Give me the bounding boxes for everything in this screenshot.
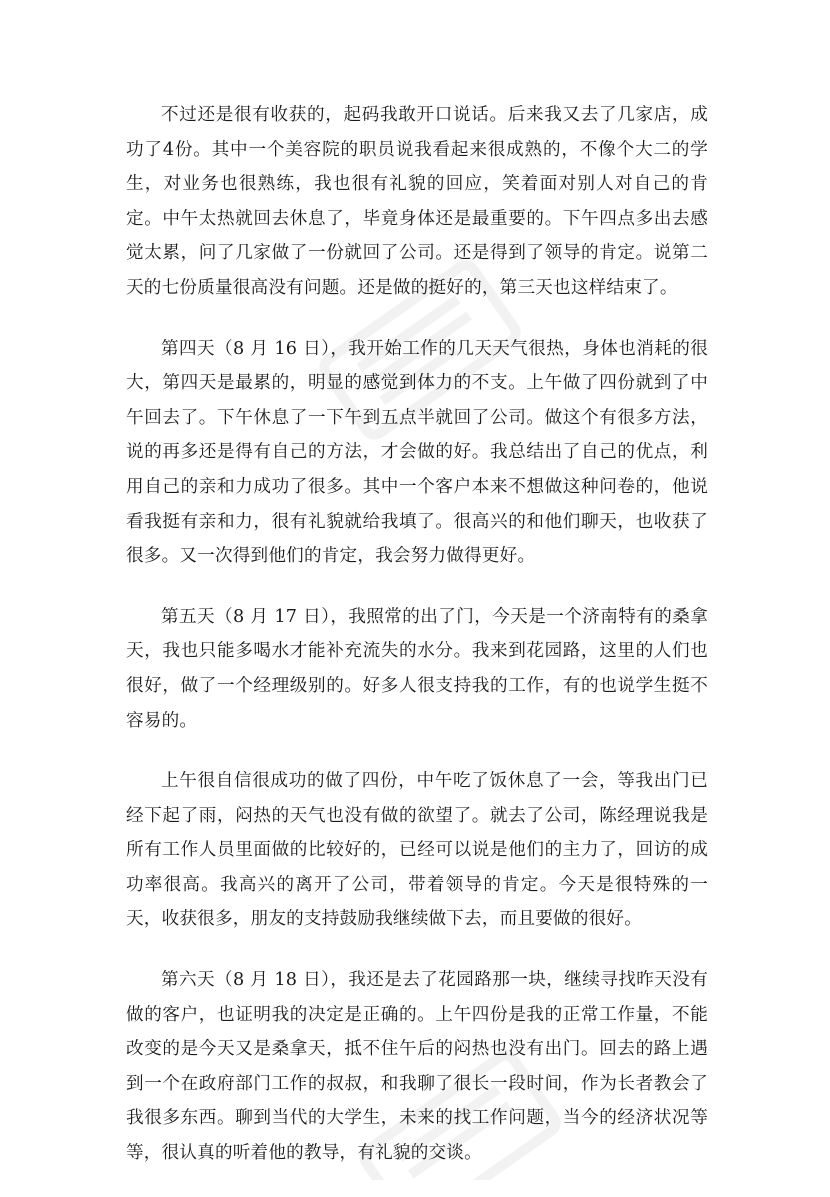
document-body [126, 98, 708, 1197]
paragraph: 第五天（8 月 17 日），我照常的出了门，今天是一个济南特有的桑拿天，我也只能多喝水才能补充流失的水分。我来到花园路，这里的人们也很好，做了一个经理级别的。好多人很支持我的工作，有的也说学生挺不容易的。 [126, 606, 708, 731]
paragraph: 第四天（8 月 16 日），我开始工作的几天天气很热，身体也消耗的很大，第四天是最累的，明显的感觉到体力的不支。上午做了四份就到了中午回去了。下午休息了一下午到五点半就回了公司。做这个有很多方法，说的再多还是得有自己的方法，才会做的好。我总结出了自己的优点，利用自己的亲和力成功了很多。其中一个客户本来不想做这种问卷的，他说看我挺有亲和力，很有礼貌就给我填了。很高兴的和他们聊天，也收获了很多。又一次得到他们的肯定，我会努力做得更好。 [126, 338, 708, 567]
paragraph: 第六天（8 月 18 日），我还是去了花园路那一块，继续寻找昨天没有做的客户，也证明我的决定是正确的。上午四份是我的正常工作量，不能改变的是今天又是桑拿天，抵不住午后的闷热也没有出门。回去的路上遇到一个在政府部门工作的叔叔，和我聊了很长一段时间，作为长者教会了我很多东西。聊到当代的大学生，未来的找工作问题，当今的经济状况等等，很认真的听着他的教导，有礼貌的交谈。 [126, 970, 708, 1164]
paragraph: 上午很自信很成功的做了四份，中午吃了饭休息了一会，等我出门已经下起了雨，闷热的天气也没有做的欲望了。就去了公司，陈经理说我是所有工作人员里面做的比较好的，已经可以说是他们的主力了，回访的成功率很高。我高兴的离开了公司，带着领导的肯定。今天是很特殊的一天，收获很多，朋友的支持鼓励我继续做下去，而且要做的很好。 [126, 771, 708, 930]
paragraph: 不过还是很有收获的，起码我敢开口说话。后来我又去了几家店，成功了4份。其中一个美容院的职员说我看起来很成熟的，不像个大二的学生，对业务也很熟练，我也很有礼貌的回应，笑着面对别人对自己的肯定。中午太热就回去休息了，毕竟身体还是最重要的。下午四点多出去感觉太累，问了几家做了一份就回了公司。还是得到了领导的肯定。说第二天的七份质量很高没有问题。还是做的挺好的，第三天也这样结束了。 [126, 105, 708, 298]
